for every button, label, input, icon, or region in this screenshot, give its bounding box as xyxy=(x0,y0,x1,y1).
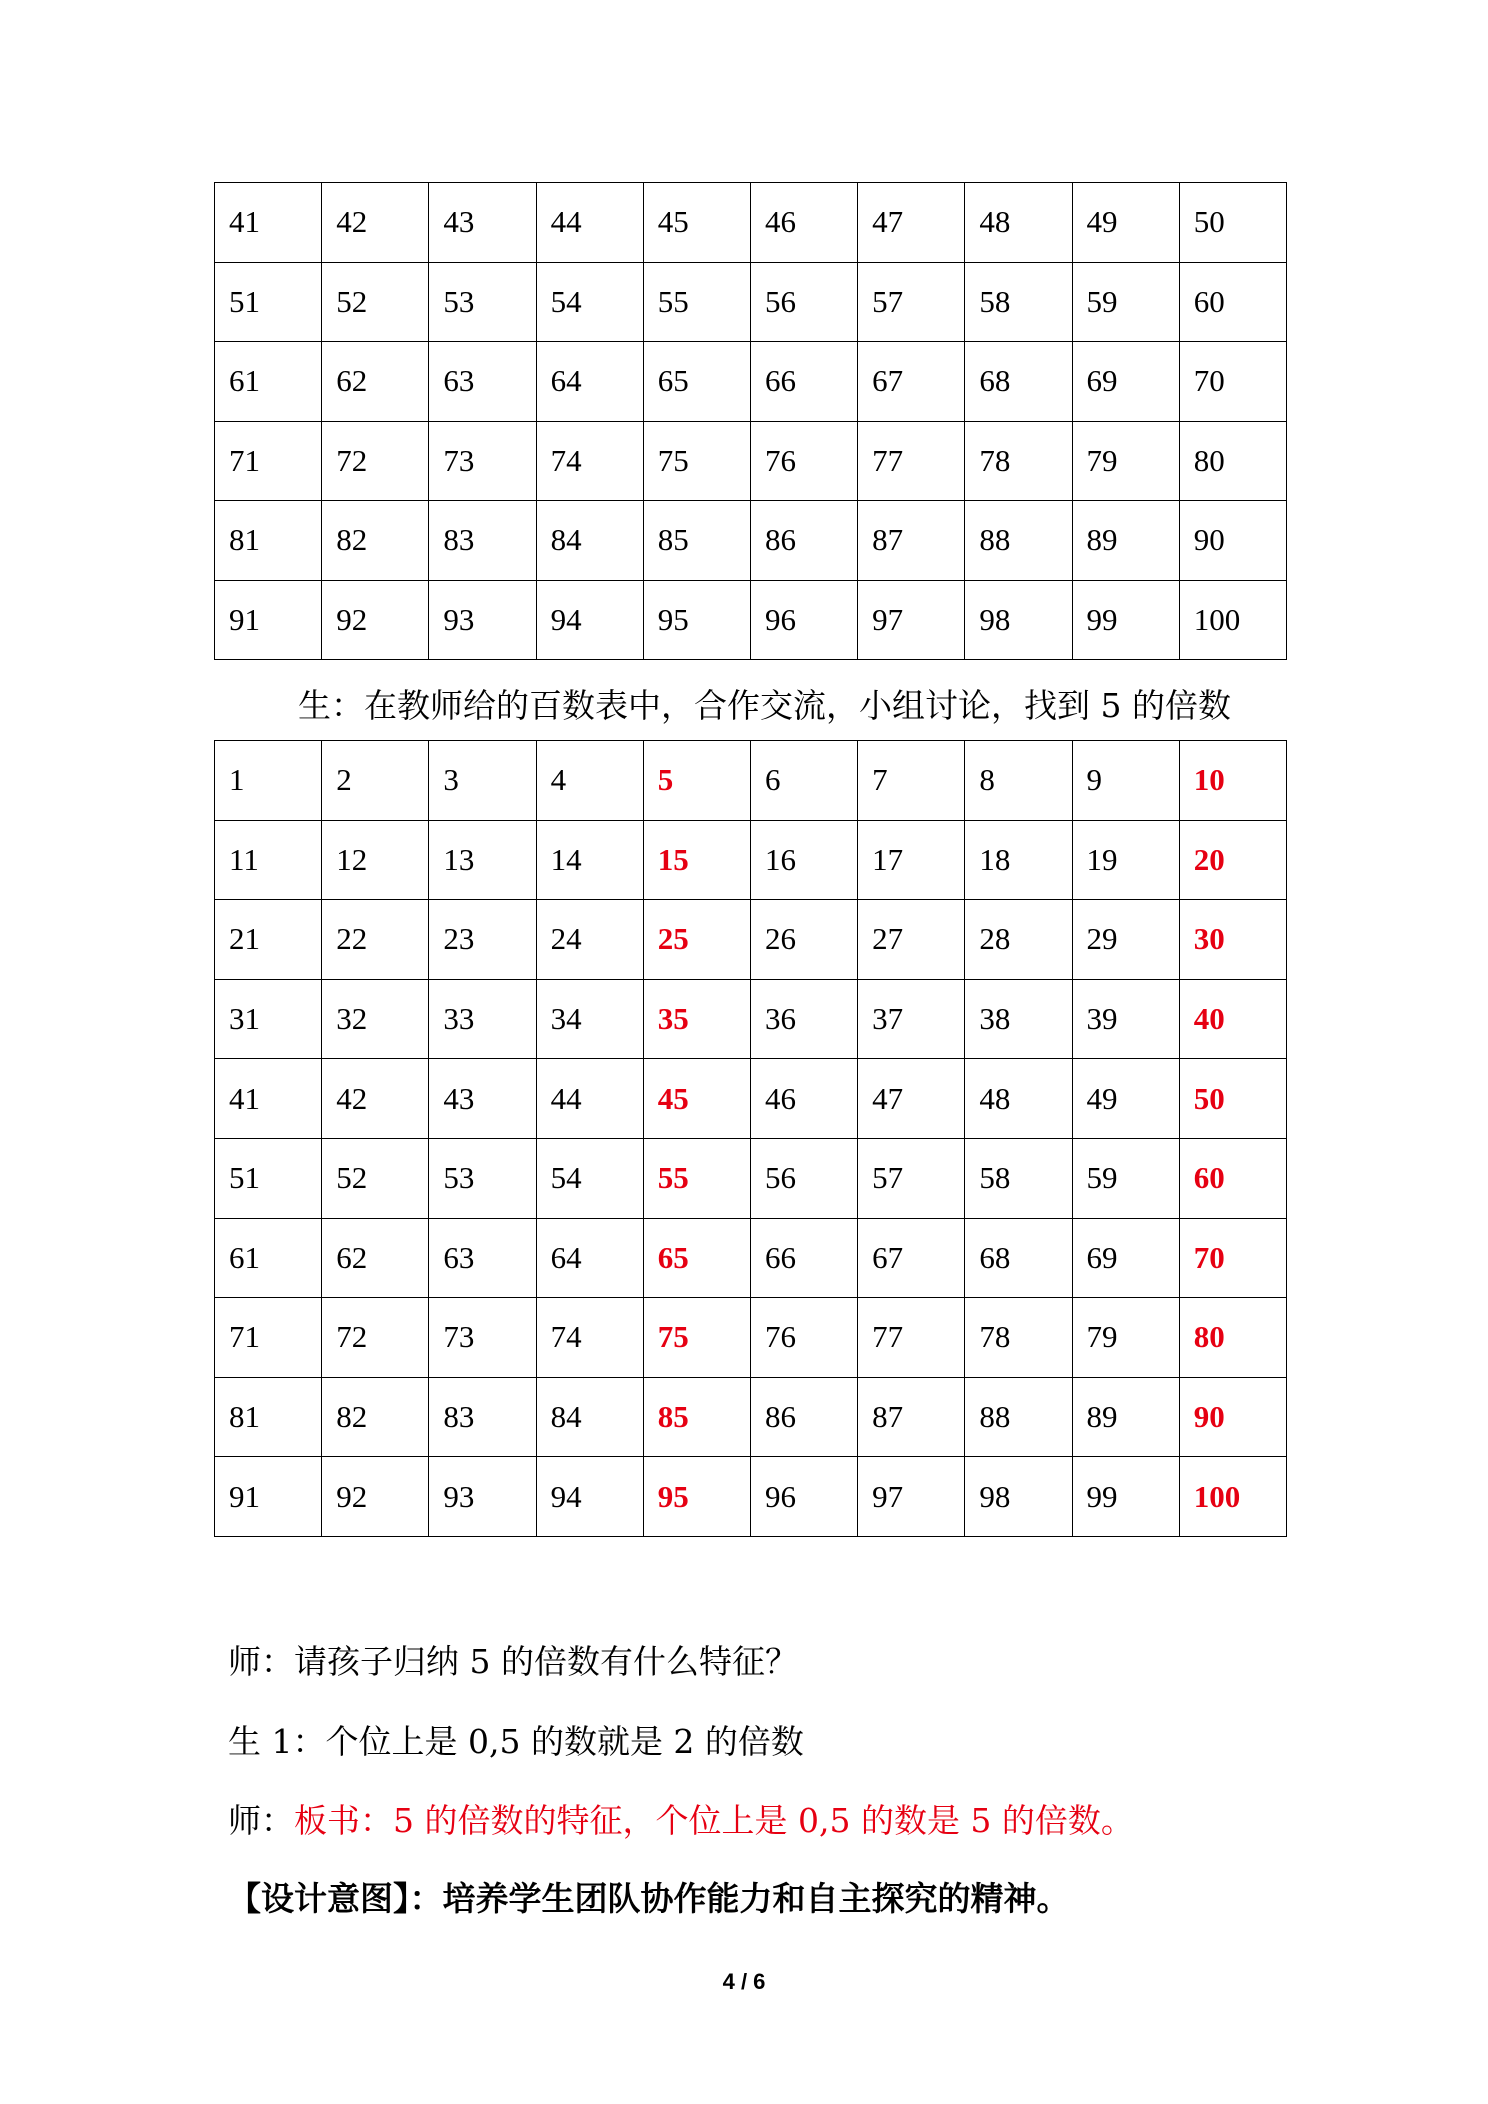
table-cell: 96 xyxy=(750,1457,857,1537)
table-cell: 64 xyxy=(536,342,643,422)
table-cell: 89 xyxy=(1072,501,1179,581)
table-cell: 74 xyxy=(536,421,643,501)
table-row xyxy=(215,820,1287,900)
table-cell: 73 xyxy=(429,421,536,501)
table-cell: 85 xyxy=(643,1377,750,1457)
table-row xyxy=(215,900,1287,980)
table-row xyxy=(215,1377,1287,1457)
table-cell: 7 xyxy=(858,741,965,821)
table-cell: 69 xyxy=(1072,342,1179,422)
table-cell: 61 xyxy=(215,342,322,422)
table-cell: 65 xyxy=(643,342,750,422)
table-cell: 72 xyxy=(322,421,429,501)
table-cell: 90 xyxy=(1179,501,1286,581)
table-cell: 99 xyxy=(1072,580,1179,660)
table-cell: 43 xyxy=(429,183,536,263)
table-cell: 18 xyxy=(965,820,1072,900)
table-cell: 100 xyxy=(1179,1457,1286,1537)
table-row xyxy=(215,501,1287,581)
table-cell: 75 xyxy=(643,1298,750,1378)
table-cell: 5 xyxy=(643,741,750,821)
table-cell: 87 xyxy=(858,501,965,581)
table-cell: 91 xyxy=(215,580,322,660)
table-cell: 9 xyxy=(1072,741,1179,821)
table-cell: 54 xyxy=(536,262,643,342)
table-cell: 53 xyxy=(429,1138,536,1218)
table-cell: 30 xyxy=(1179,900,1286,980)
table-cell: 83 xyxy=(429,1377,536,1457)
table-cell: 50 xyxy=(1179,183,1286,263)
table-cell: 41 xyxy=(215,1059,322,1139)
table-cell: 68 xyxy=(965,1218,1072,1298)
table-cell: 75 xyxy=(643,421,750,501)
table-cell: 19 xyxy=(1072,820,1179,900)
design-intent: 【设计意图】：培养学生团队协作能力和自主探究的精神。 xyxy=(228,1879,1070,1918)
table-cell: 84 xyxy=(536,1377,643,1457)
table-cell: 51 xyxy=(215,262,322,342)
table-cell: 77 xyxy=(858,421,965,501)
table-cell: 59 xyxy=(1072,1138,1179,1218)
table-cell: 1 xyxy=(215,741,322,821)
table-cell: 78 xyxy=(965,1298,1072,1378)
table-cell: 63 xyxy=(429,1218,536,1298)
table-cell: 68 xyxy=(965,342,1072,422)
table-cell: 67 xyxy=(858,342,965,422)
table-cell: 94 xyxy=(536,1457,643,1537)
table-cell: 72 xyxy=(322,1298,429,1378)
table-cell: 42 xyxy=(322,1059,429,1139)
table-cell: 98 xyxy=(965,1457,1072,1537)
table-cell: 62 xyxy=(322,342,429,422)
table-cell: 36 xyxy=(750,979,857,1059)
table-cell: 32 xyxy=(322,979,429,1059)
table-cell: 46 xyxy=(750,1059,857,1139)
table-cell: 15 xyxy=(643,820,750,900)
table-cell: 76 xyxy=(750,1298,857,1378)
table-cell: 8 xyxy=(965,741,1072,821)
blackboard-text: 板书：5 的倍数的特征，个位上是 0,5 的数是 5 的倍数。 xyxy=(294,1801,1134,1840)
table-cell: 91 xyxy=(215,1457,322,1537)
hundred-chart-top xyxy=(214,182,1287,660)
table-cell: 87 xyxy=(858,1377,965,1457)
table-cell: 44 xyxy=(536,183,643,263)
table-cell: 61 xyxy=(215,1218,322,1298)
table-cell: 16 xyxy=(750,820,857,900)
student-instruction: 生：在教师给的百数表中，合作交流，小组讨论，找到 5 的倍数 xyxy=(298,686,1231,725)
table-cell: 46 xyxy=(750,183,857,263)
table-cell: 37 xyxy=(858,979,965,1059)
table-cell: 54 xyxy=(536,1138,643,1218)
table-cell: 50 xyxy=(1179,1059,1286,1139)
table-cell: 63 xyxy=(429,342,536,422)
table-cell: 67 xyxy=(858,1218,965,1298)
table-cell: 53 xyxy=(429,262,536,342)
table-cell: 82 xyxy=(322,1377,429,1457)
table-row xyxy=(215,1059,1287,1139)
table-cell: 12 xyxy=(322,820,429,900)
student-answer: 生 1：个位上是 0,5 的数就是 2 的倍数 xyxy=(228,1722,804,1761)
table-cell: 92 xyxy=(322,1457,429,1537)
table-cell: 41 xyxy=(215,183,322,263)
table-cell: 100 xyxy=(1179,580,1286,660)
table-cell: 33 xyxy=(429,979,536,1059)
table-cell: 40 xyxy=(1179,979,1286,1059)
table-cell: 79 xyxy=(1072,1298,1179,1378)
table-cell: 2 xyxy=(322,741,429,821)
table-cell: 11 xyxy=(215,820,322,900)
table-cell: 31 xyxy=(215,979,322,1059)
table-cell: 93 xyxy=(429,1457,536,1537)
table-cell: 85 xyxy=(643,501,750,581)
table-cell: 52 xyxy=(322,1138,429,1218)
table-cell: 90 xyxy=(1179,1377,1286,1457)
table-row xyxy=(215,979,1287,1059)
table-row xyxy=(215,262,1287,342)
table-cell: 43 xyxy=(429,1059,536,1139)
table-cell: 73 xyxy=(429,1298,536,1378)
table-cell: 13 xyxy=(429,820,536,900)
table-cell: 66 xyxy=(750,342,857,422)
table-cell: 45 xyxy=(643,1059,750,1139)
table-cell: 28 xyxy=(965,900,1072,980)
table-cell: 97 xyxy=(858,580,965,660)
table-cell: 81 xyxy=(215,501,322,581)
table-cell: 52 xyxy=(322,262,429,342)
table-cell: 81 xyxy=(215,1377,322,1457)
table-cell: 66 xyxy=(750,1218,857,1298)
table-cell: 95 xyxy=(643,1457,750,1537)
table-cell: 3 xyxy=(429,741,536,821)
table-cell: 29 xyxy=(1072,900,1179,980)
table-cell: 88 xyxy=(965,1377,1072,1457)
table-cell: 88 xyxy=(965,501,1072,581)
table-cell: 83 xyxy=(429,501,536,581)
table-cell: 39 xyxy=(1072,979,1179,1059)
table-cell: 70 xyxy=(1179,1218,1286,1298)
table-cell: 89 xyxy=(1072,1377,1179,1457)
table-cell: 76 xyxy=(750,421,857,501)
table-cell: 80 xyxy=(1179,421,1286,501)
table-cell: 71 xyxy=(215,421,322,501)
table-cell: 59 xyxy=(1072,262,1179,342)
table-row xyxy=(215,342,1287,422)
table-row xyxy=(215,741,1287,821)
table-cell: 24 xyxy=(536,900,643,980)
table-cell: 98 xyxy=(965,580,1072,660)
table-cell: 60 xyxy=(1179,262,1286,342)
table-cell: 95 xyxy=(643,580,750,660)
table-cell: 17 xyxy=(858,820,965,900)
table-cell: 58 xyxy=(965,262,1072,342)
table-cell: 25 xyxy=(643,900,750,980)
table-cell: 23 xyxy=(429,900,536,980)
table-cell: 82 xyxy=(322,501,429,581)
table-cell: 84 xyxy=(536,501,643,581)
table-row xyxy=(215,421,1287,501)
table-cell: 78 xyxy=(965,421,1072,501)
table-cell: 38 xyxy=(965,979,1072,1059)
table-cell: 48 xyxy=(965,1059,1072,1139)
table-row xyxy=(215,1298,1287,1378)
table-cell: 92 xyxy=(322,580,429,660)
table-cell: 20 xyxy=(1179,820,1286,900)
table-cell: 55 xyxy=(643,1138,750,1218)
table-cell: 47 xyxy=(858,1059,965,1139)
table-cell: 69 xyxy=(1072,1218,1179,1298)
table-cell: 47 xyxy=(858,183,965,263)
table-cell: 34 xyxy=(536,979,643,1059)
table-cell: 56 xyxy=(750,262,857,342)
table-cell: 93 xyxy=(429,580,536,660)
table-row xyxy=(215,1218,1287,1298)
table-cell: 49 xyxy=(1072,183,1179,263)
table-row xyxy=(215,580,1287,660)
table-cell: 94 xyxy=(536,580,643,660)
table-cell: 22 xyxy=(322,900,429,980)
table-row xyxy=(215,1138,1287,1218)
table-cell: 55 xyxy=(643,262,750,342)
table-cell: 57 xyxy=(858,262,965,342)
table-cell: 44 xyxy=(536,1059,643,1139)
table-cell: 14 xyxy=(536,820,643,900)
table-cell: 48 xyxy=(965,183,1072,263)
table-cell: 70 xyxy=(1179,342,1286,422)
teacher-question: 师：请孩子归纳 5 的倍数有什么特征？ xyxy=(228,1642,798,1681)
hundred-chart-multiples-of-5 xyxy=(214,740,1287,1537)
table-cell: 97 xyxy=(858,1457,965,1537)
table-cell: 80 xyxy=(1179,1298,1286,1378)
table-cell: 79 xyxy=(1072,421,1179,501)
table-cell: 99 xyxy=(1072,1457,1179,1537)
table-cell: 27 xyxy=(858,900,965,980)
table-cell: 51 xyxy=(215,1138,322,1218)
table-cell: 49 xyxy=(1072,1059,1179,1139)
table-cell: 58 xyxy=(965,1138,1072,1218)
table-cell: 26 xyxy=(750,900,857,980)
teacher-blackboard-note xyxy=(228,1795,1134,1842)
table-cell: 74 xyxy=(536,1298,643,1378)
table-cell: 57 xyxy=(858,1138,965,1218)
table-cell: 65 xyxy=(643,1218,750,1298)
table-cell: 77 xyxy=(858,1298,965,1378)
table-cell: 60 xyxy=(1179,1138,1286,1218)
table-cell: 62 xyxy=(322,1218,429,1298)
table-cell: 64 xyxy=(536,1218,643,1298)
table-cell: 6 xyxy=(750,741,857,821)
table-cell: 86 xyxy=(750,1377,857,1457)
table-cell: 86 xyxy=(750,501,857,581)
table-row xyxy=(215,1457,1287,1537)
teacher-prefix: 师： xyxy=(228,1801,294,1840)
table-cell: 35 xyxy=(643,979,750,1059)
table-cell: 45 xyxy=(643,183,750,263)
table-cell: 10 xyxy=(1179,741,1286,821)
table-cell: 96 xyxy=(750,580,857,660)
table-row xyxy=(215,183,1287,263)
page-number: 4 / 6 xyxy=(722,1969,766,1994)
table-cell: 56 xyxy=(750,1138,857,1218)
table-cell: 4 xyxy=(536,741,643,821)
table-cell: 21 xyxy=(215,900,322,980)
table-cell: 71 xyxy=(215,1298,322,1378)
table-cell: 42 xyxy=(322,183,429,263)
